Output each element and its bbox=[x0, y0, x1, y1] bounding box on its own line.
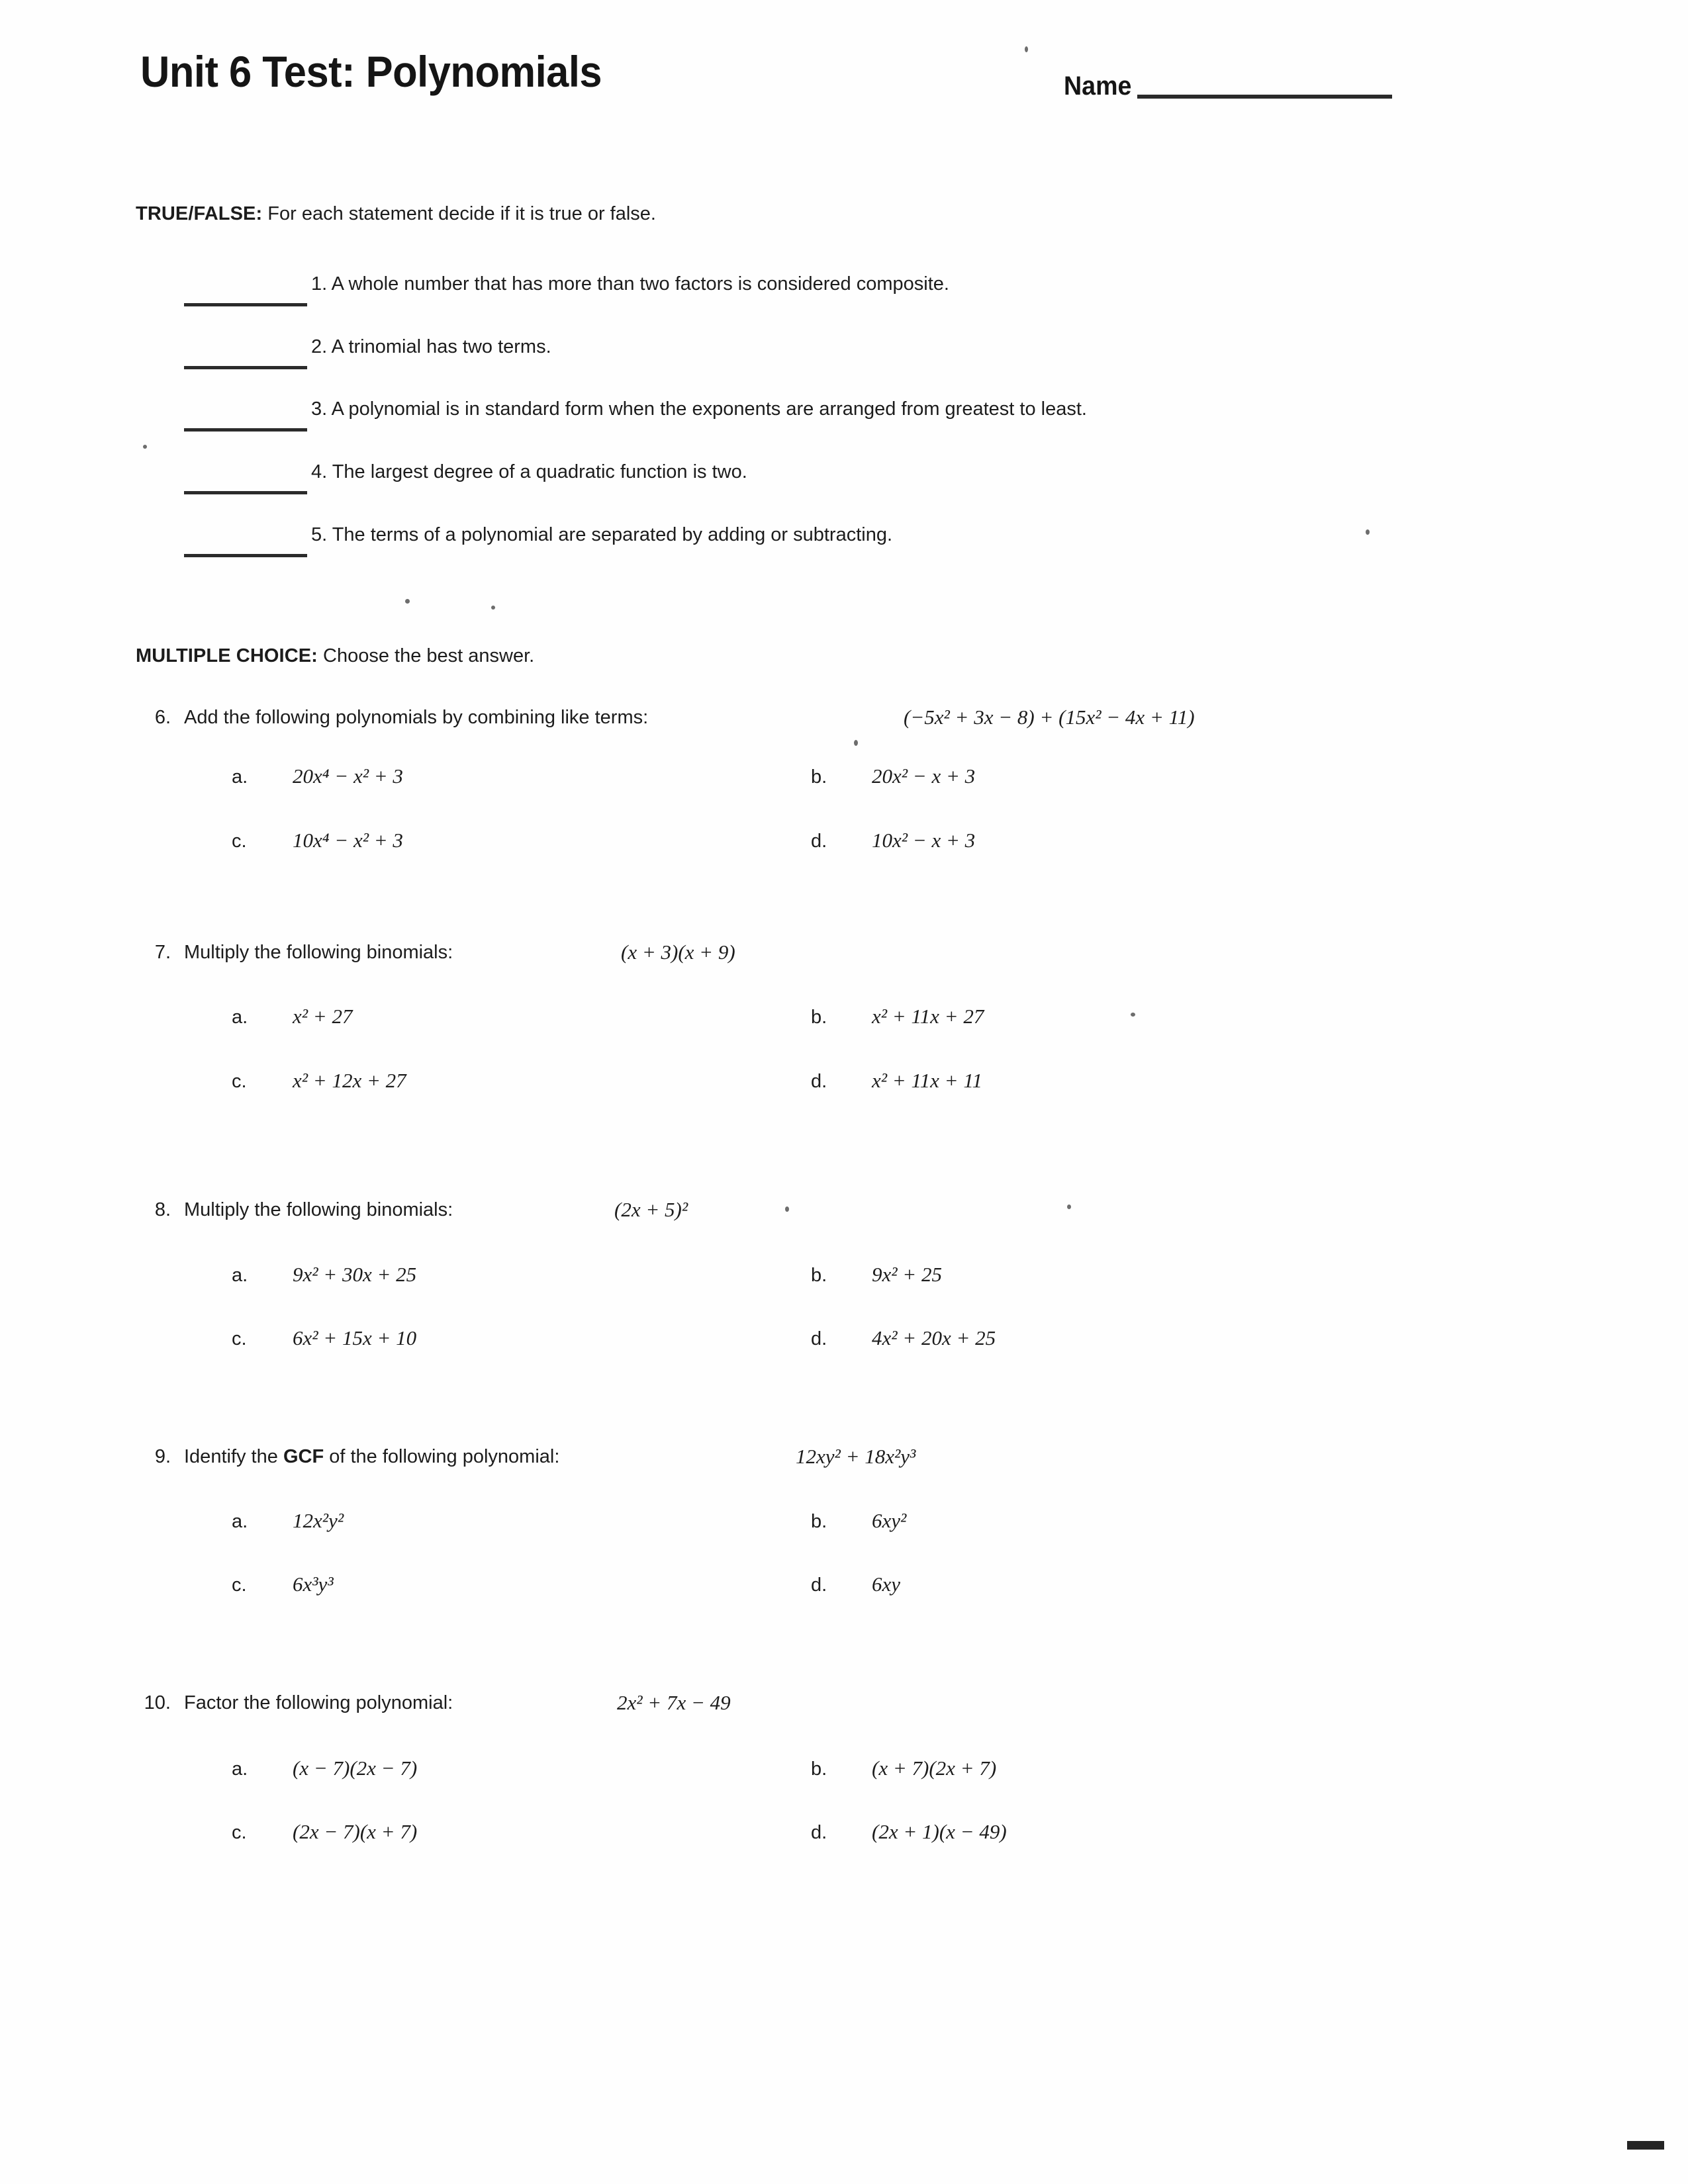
page-title: Unit 6 Test: Polynomials bbox=[140, 47, 602, 96]
question-6-choice-b[interactable] bbox=[811, 764, 975, 788]
answer-blank-5[interactable] bbox=[184, 554, 307, 557]
question-9-choices-row-1 bbox=[119, 1509, 1622, 1543]
choice-text-d: x² + 11x + 11 bbox=[872, 1069, 983, 1092]
scan-speck bbox=[854, 740, 858, 746]
true-false-heading bbox=[136, 203, 656, 225]
choice-letter-d: d. bbox=[811, 1071, 827, 1092]
question-9-stem-before: Identify the bbox=[184, 1446, 283, 1467]
question-7-choices-row-2 bbox=[119, 1069, 1622, 1103]
question-9-stem-gcf: GCF bbox=[283, 1446, 324, 1467]
choice-text-c: 6x³y³ bbox=[293, 1572, 334, 1596]
true-false-item-5 bbox=[136, 524, 1609, 561]
question-7-choice-a[interactable] bbox=[232, 1005, 352, 1028]
question-6-choice-a[interactable] bbox=[232, 764, 403, 788]
question-7-choice-c[interactable] bbox=[232, 1069, 406, 1093]
question-6-number: 6. bbox=[154, 707, 171, 728]
choice-text-a: x² + 27 bbox=[293, 1005, 353, 1028]
question-9-expression: 12xy² + 18x²y³ bbox=[796, 1445, 916, 1468]
choice-letter-b: b. bbox=[811, 766, 827, 788]
choice-text-d: 6xy bbox=[872, 1572, 901, 1596]
choice-text-b: x² + 11x + 27 bbox=[872, 1005, 984, 1028]
choice-letter-a: a. bbox=[232, 766, 248, 788]
true-false-text-4: 4. The largest degree of a quadratic function is two. bbox=[311, 461, 747, 482]
question-10 bbox=[119, 1692, 1622, 1729]
choice-text-b: (x + 7)(2x + 7) bbox=[872, 1756, 997, 1780]
question-8-choice-d[interactable] bbox=[811, 1326, 996, 1350]
question-6-expression: (−5x² + 3x − 8) + (15x² − 4x + 11) bbox=[904, 705, 1195, 729]
choice-letter-c: c. bbox=[232, 831, 247, 852]
question-7-choices-row-1 bbox=[119, 1005, 1622, 1039]
question-9-choices-row-2 bbox=[119, 1572, 1622, 1607]
question-9-choice-c[interactable] bbox=[232, 1572, 334, 1596]
choice-letter-d: d. bbox=[811, 1328, 827, 1349]
choice-letter-d: d. bbox=[811, 1574, 827, 1596]
question-8-number: 8. bbox=[154, 1199, 171, 1220]
true-false-item-2 bbox=[136, 336, 1609, 373]
question-10-choice-b[interactable] bbox=[811, 1756, 996, 1780]
question-9 bbox=[119, 1446, 1622, 1483]
scan-speck bbox=[143, 445, 147, 449]
question-6 bbox=[119, 707, 1622, 744]
scan-speck bbox=[491, 606, 495, 610]
question-10-expression: 2x² + 7x − 49 bbox=[617, 1691, 731, 1714]
choice-text-d: 4x² + 20x + 25 bbox=[872, 1326, 996, 1349]
question-8-stem: Multiply the following binomials: bbox=[184, 1199, 453, 1220]
question-10-choices-row-1 bbox=[119, 1756, 1622, 1791]
choice-text-c: 10x⁴ − x² + 3 bbox=[293, 829, 403, 852]
question-9-number: 9. bbox=[154, 1446, 171, 1467]
choice-text-d: (2x + 1)(x − 49) bbox=[872, 1820, 1007, 1843]
choice-text-b: 9x² + 25 bbox=[872, 1263, 942, 1286]
question-7-choice-b[interactable] bbox=[811, 1005, 984, 1028]
question-9-stem bbox=[184, 1446, 559, 1468]
answer-blank-1[interactable] bbox=[184, 303, 307, 306]
scan-speck bbox=[1131, 1013, 1135, 1017]
name-field-group bbox=[1064, 71, 1392, 101]
question-10-stem: Factor the following polynomial: bbox=[184, 1692, 453, 1713]
question-6-choice-d[interactable] bbox=[811, 829, 975, 852]
choice-letter-a: a. bbox=[232, 1511, 248, 1532]
choice-letter-a: a. bbox=[232, 1758, 248, 1780]
question-8-choice-c[interactable] bbox=[232, 1326, 416, 1350]
answer-blank-3[interactable] bbox=[184, 428, 307, 432]
multiple-choice-heading-label: MULTIPLE CHOICE: bbox=[136, 645, 318, 666]
scan-speck bbox=[1067, 1205, 1071, 1209]
choice-letter-a: a. bbox=[232, 1265, 248, 1286]
choice-text-c: x² + 12x + 27 bbox=[293, 1069, 406, 1092]
choice-letter-c: c. bbox=[232, 1071, 247, 1092]
choice-letter-a: a. bbox=[232, 1007, 248, 1028]
question-7-expression: (x + 3)(x + 9) bbox=[621, 940, 735, 964]
question-6-choices-row-1 bbox=[119, 764, 1622, 799]
question-8-choices-row-2 bbox=[119, 1326, 1622, 1361]
question-9-choice-d[interactable] bbox=[811, 1572, 900, 1596]
question-9-choice-a[interactable] bbox=[232, 1509, 344, 1533]
choice-text-a: 20x⁴ − x² + 3 bbox=[293, 764, 403, 788]
name-label: Name bbox=[1064, 71, 1132, 101]
question-6-choice-c[interactable] bbox=[232, 829, 403, 852]
answer-blank-2[interactable] bbox=[184, 366, 307, 369]
scan-edge-mark bbox=[1627, 2141, 1664, 2150]
question-8-choice-a[interactable] bbox=[232, 1263, 416, 1287]
choice-letter-b: b. bbox=[811, 1265, 827, 1286]
choice-text-b: 20x² − x + 3 bbox=[872, 764, 976, 788]
answer-blank-4[interactable] bbox=[184, 491, 307, 494]
page-header bbox=[140, 46, 1569, 132]
choice-letter-b: b. bbox=[811, 1511, 827, 1532]
choice-letter-c: c. bbox=[232, 1328, 247, 1349]
scan-speck bbox=[1366, 529, 1370, 535]
name-blank-line[interactable] bbox=[1137, 95, 1392, 99]
question-7-number: 7. bbox=[154, 942, 171, 963]
question-7-stem: Multiply the following binomials: bbox=[184, 942, 453, 963]
choice-letter-c: c. bbox=[232, 1822, 247, 1843]
question-9-stem-after: of the following polynomial: bbox=[324, 1446, 560, 1467]
question-7 bbox=[119, 942, 1622, 979]
scan-speck bbox=[1025, 46, 1028, 52]
true-false-text-1: 1. A whole number that has more than two factors is considered composite. bbox=[311, 273, 949, 295]
scan-speck bbox=[785, 1206, 789, 1212]
question-10-choice-a[interactable] bbox=[232, 1756, 417, 1780]
choice-text-a: (x − 7)(2x − 7) bbox=[293, 1756, 418, 1780]
true-false-heading-text: For each statement decide if it is true or false. bbox=[262, 203, 656, 224]
choice-letter-b: b. bbox=[811, 1007, 827, 1028]
question-8-expression: (2x + 5)² bbox=[614, 1198, 688, 1221]
question-10-number: 10. bbox=[144, 1692, 171, 1713]
true-false-text-5: 5. The terms of a polynomial are separated by adding or subtracting. bbox=[311, 524, 893, 545]
true-false-item-3 bbox=[136, 398, 1609, 435]
multiple-choice-heading-text: Choose the best answer. bbox=[317, 645, 535, 666]
question-10-choice-c[interactable] bbox=[232, 1820, 417, 1844]
multiple-choice-heading bbox=[136, 645, 534, 667]
question-8 bbox=[119, 1199, 1622, 1236]
true-false-text-2: 2. A trinomial has two terms. bbox=[311, 336, 551, 357]
question-8-choices-row-1 bbox=[119, 1263, 1622, 1297]
choice-text-d: 10x² − x + 3 bbox=[872, 829, 976, 852]
question-10-choice-d[interactable] bbox=[811, 1820, 1007, 1844]
question-9-choice-b[interactable] bbox=[811, 1509, 906, 1533]
choice-text-b: 6xy² bbox=[872, 1509, 907, 1532]
question-8-choice-b[interactable] bbox=[811, 1263, 942, 1287]
true-false-item-1 bbox=[136, 273, 1609, 310]
question-6-choices-row-2 bbox=[119, 829, 1622, 863]
choice-text-a: 12x²y² bbox=[293, 1509, 344, 1532]
choice-letter-c: c. bbox=[232, 1574, 247, 1596]
choice-text-c: (2x − 7)(x + 7) bbox=[293, 1820, 418, 1843]
question-6-stem: Add the following polynomials by combining like terms: bbox=[184, 707, 649, 728]
choice-letter-d: d. bbox=[811, 1822, 827, 1843]
true-false-heading-label: TRUE/FALSE: bbox=[136, 203, 263, 224]
scan-speck bbox=[405, 599, 410, 604]
true-false-item-4 bbox=[136, 461, 1609, 498]
choice-letter-b: b. bbox=[811, 1758, 827, 1780]
question-7-choice-d[interactable] bbox=[811, 1069, 982, 1093]
choice-letter-d: d. bbox=[811, 831, 827, 852]
question-10-choices-row-2 bbox=[119, 1820, 1622, 1854]
choice-text-c: 6x² + 15x + 10 bbox=[293, 1326, 417, 1349]
choice-text-a: 9x² + 30x + 25 bbox=[293, 1263, 417, 1286]
true-false-text-3: 3. A polynomial is in standard form when the exponents are arranged from greatest to least. bbox=[311, 398, 1087, 420]
